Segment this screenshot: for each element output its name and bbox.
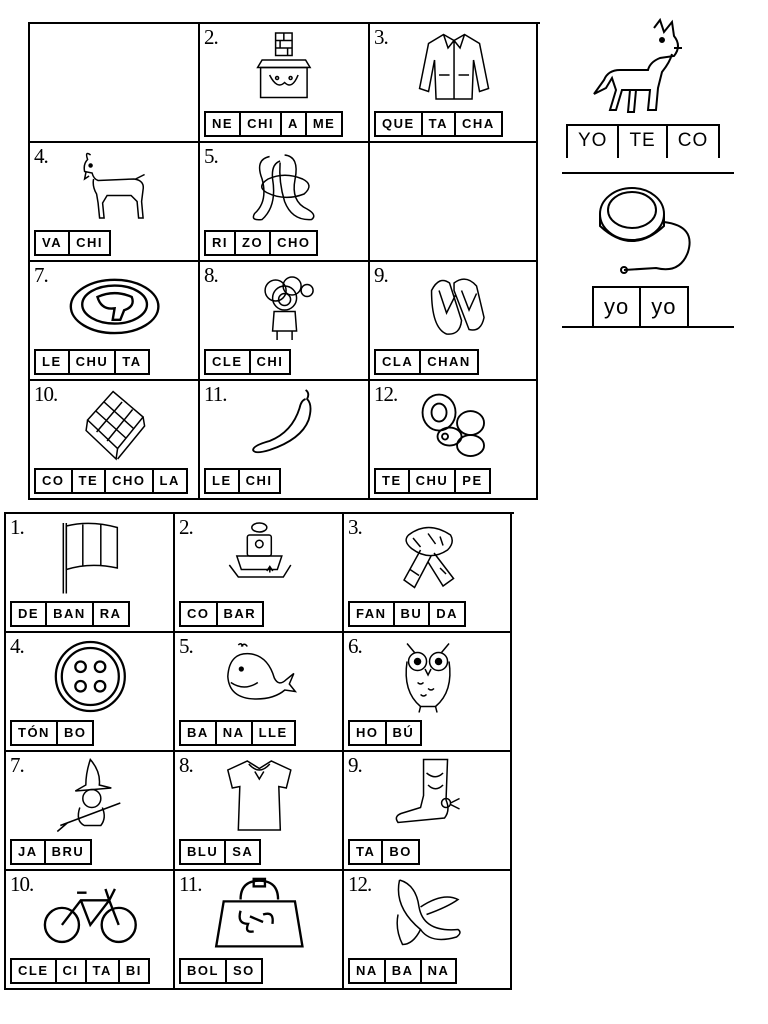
syllable-tile[interactable]: BA: [179, 720, 217, 746]
worksheet-cell: [344, 514, 512, 633]
syllable-tile[interactable]: CHU: [68, 349, 117, 375]
item-number: 2.: [204, 25, 218, 49]
item-number: 6.: [348, 634, 362, 658]
item-number: 11.: [204, 382, 227, 406]
item-number: 10.: [34, 382, 58, 406]
top-worksheet-grid: [28, 22, 540, 500]
syllable-tile[interactable]: TÓN: [10, 720, 58, 746]
syllable-tiles: [204, 111, 343, 137]
scarf-icon: [381, 520, 475, 595]
item-number: 2.: [179, 515, 193, 539]
item-number: 9.: [348, 753, 362, 777]
chimney-icon: [237, 30, 332, 105]
item-number: 3.: [374, 25, 388, 49]
syllable-tile[interactable]: BO: [381, 839, 420, 865]
syllable-tiles: [179, 839, 261, 865]
syllable-tile[interactable]: LE: [34, 349, 70, 375]
worksheet-cell: [344, 871, 512, 990]
syllable-tiles: [10, 720, 94, 746]
syllable-tiles: [10, 839, 92, 865]
coyote-baseline: [562, 172, 734, 174]
girl-bubblegum-icon: [237, 268, 332, 343]
syllable-tiles: [204, 349, 291, 375]
syllable-tile[interactable]: CHO: [104, 468, 153, 494]
worksheet-cell: [175, 871, 344, 990]
syllable-tiles: [34, 230, 111, 256]
syllable-tile[interactable]: CO: [179, 601, 218, 627]
yoyo-syllable-tiles: [592, 286, 689, 328]
syllable-tile[interactable]: CHI: [239, 111, 282, 137]
item-number: 7.: [34, 263, 48, 287]
syllable-tile[interactable]: TE: [617, 124, 667, 158]
syllable-tiles: [348, 601, 466, 627]
worksheet-cell: [344, 752, 512, 871]
item-number: 8.: [204, 263, 218, 287]
syllable-tile[interactable]: HO: [348, 720, 387, 746]
worksheet-cell: [6, 514, 175, 633]
coyote-icon: [590, 18, 710, 118]
chocolate-bar-icon: [67, 387, 162, 462]
syllable-tile[interactable]: ME: [305, 111, 344, 137]
worksheet-cell: [30, 381, 200, 500]
worksheet-cell: [200, 262, 370, 381]
goat-icon: [67, 149, 162, 224]
syllable-tile[interactable]: CO: [34, 468, 73, 494]
syllable-tile[interactable]: TA: [348, 839, 383, 865]
syllable-tile[interactable]: LLE: [251, 720, 296, 746]
syllable-tile[interactable]: yo: [639, 286, 688, 328]
chili-pepper-icon: [237, 387, 332, 462]
syllable-tile[interactable]: CHO: [269, 230, 318, 256]
worksheet-cell: [30, 143, 200, 262]
syllable-tile[interactable]: BU: [393, 601, 431, 627]
worksheet-cell: [370, 143, 538, 262]
worksheet-cell: [200, 143, 370, 262]
syllable-tile[interactable]: SO: [225, 958, 263, 984]
syllable-tile[interactable]: NA: [420, 958, 458, 984]
worksheet-cell: [370, 381, 538, 500]
syllable-tile[interactable]: CLE: [204, 349, 251, 375]
syllable-tiles: [348, 839, 420, 865]
syllable-tile[interactable]: JA: [10, 839, 46, 865]
syllable-tile[interactable]: CHA: [454, 111, 503, 137]
syllable-tile[interactable]: CHU: [408, 468, 457, 494]
syllable-tile[interactable]: TE: [71, 468, 107, 494]
syllable-tiles: [179, 958, 263, 984]
syllable-tile[interactable]: SA: [224, 839, 261, 865]
syllable-tile[interactable]: BLU: [179, 839, 226, 865]
worksheet-cell: [370, 24, 538, 143]
syllable-tile[interactable]: TE: [374, 468, 410, 494]
pacifier-icon: [407, 387, 501, 462]
syllable-tile[interactable]: VA: [34, 230, 70, 256]
owl-icon: [381, 639, 475, 714]
item-number: 10.: [10, 872, 34, 896]
steak-icon: [67, 268, 162, 343]
syllable-tile[interactable]: DA: [428, 601, 466, 627]
whale-icon: [212, 639, 307, 714]
syllable-tile[interactable]: CLA: [374, 349, 421, 375]
syllable-tile[interactable]: NA: [348, 958, 386, 984]
syllable-tiles: [348, 720, 422, 746]
worksheet-cell: [344, 633, 512, 752]
boot-icon: [381, 758, 475, 833]
jacket-icon: [407, 30, 501, 105]
worksheet-cell: [30, 24, 200, 143]
bottom-worksheet-grid: [4, 512, 514, 990]
item-number: 3.: [348, 515, 362, 539]
syllable-tile[interactable]: RA: [92, 601, 130, 627]
syllable-tiles: [34, 349, 150, 375]
worksheet-cell: [175, 752, 344, 871]
syllable-tile[interactable]: CLE: [10, 958, 57, 984]
syllable-tiles: [10, 958, 150, 984]
syllable-tiles: [374, 468, 491, 494]
yoyo-baseline: [562, 326, 734, 328]
worksheet-cell: [6, 871, 175, 990]
item-number: 5.: [204, 144, 218, 168]
boat-icon: [212, 520, 307, 595]
item-number: 5.: [179, 634, 193, 658]
syllable-tile[interactable]: NE: [204, 111, 241, 137]
syllable-tile[interactable]: DE: [10, 601, 47, 627]
syllable-tile[interactable]: RI: [204, 230, 236, 256]
item-number: 1.: [10, 515, 24, 539]
worksheet-cell: [30, 262, 200, 381]
item-number: 4.: [10, 634, 24, 658]
syllable-tile[interactable]: CHI: [249, 349, 292, 375]
blouse-icon: [212, 758, 307, 833]
item-number: 9.: [374, 263, 388, 287]
syllable-tile[interactable]: CHAN: [419, 349, 479, 375]
yoyo-icon: [596, 182, 706, 282]
syllable-tile[interactable]: BAR: [216, 601, 265, 627]
syllable-tile[interactable]: PE: [454, 468, 490, 494]
syllable-tile[interactable]: CHI: [238, 468, 281, 494]
syllable-tiles: [374, 111, 503, 137]
witch-icon: [43, 758, 138, 833]
item-number: 4.: [34, 144, 48, 168]
coyote-syllable-tiles: [566, 124, 720, 158]
syllable-tile[interactable]: CHI: [68, 230, 111, 256]
syllable-tile[interactable]: yo: [592, 286, 641, 328]
button-icon: [43, 639, 138, 714]
syllable-tile[interactable]: NA: [215, 720, 253, 746]
syllable-tiles: [179, 720, 296, 746]
syllable-tile[interactable]: TA: [421, 111, 456, 137]
syllable-tile[interactable]: LE: [204, 468, 240, 494]
syllable-tiles: [179, 601, 264, 627]
syllable-tiles: [374, 349, 479, 375]
syllable-tile[interactable]: LA: [152, 468, 188, 494]
syllable-tile[interactable]: FAN: [348, 601, 395, 627]
syllable-tile[interactable]: QUE: [374, 111, 423, 137]
syllable-tile[interactable]: BRU: [44, 839, 93, 865]
syllable-tile[interactable]: BOL: [179, 958, 227, 984]
sandals-icon: [407, 268, 501, 343]
worksheet-cell: [6, 752, 175, 871]
item-number: 11.: [179, 872, 202, 896]
syllable-tile[interactable]: BA: [384, 958, 422, 984]
worksheet-cell: [175, 514, 344, 633]
syllable-tiles: [34, 468, 188, 494]
syllable-tile[interactable]: BÚ: [385, 720, 423, 746]
syllable-tile[interactable]: CI: [55, 958, 87, 984]
item-number: 12.: [348, 872, 372, 896]
item-number: 7.: [10, 753, 24, 777]
syllable-tile[interactable]: ZO: [234, 230, 271, 256]
syllable-tile[interactable]: BI: [118, 958, 150, 984]
syllable-tile[interactable]: BAN: [45, 601, 94, 627]
syllable-tile[interactable]: TA: [85, 958, 120, 984]
worksheet-cell: [6, 633, 175, 752]
worksheet-cell: [370, 262, 538, 381]
syllable-tile[interactable]: YO: [566, 124, 619, 158]
syllable-tile[interactable]: TA: [114, 349, 149, 375]
item-number: 8.: [179, 753, 193, 777]
syllable-tiles: [348, 958, 457, 984]
sausage-icon: [237, 149, 332, 224]
item-number: 12.: [374, 382, 398, 406]
purse-icon: [212, 877, 307, 952]
worksheet-cell: [200, 24, 370, 143]
worksheet-cell: [200, 381, 370, 500]
syllable-tile[interactable]: BO: [56, 720, 95, 746]
syllable-tiles: [204, 230, 318, 256]
banana-icon: [381, 877, 475, 952]
bicycle-icon: [43, 877, 138, 952]
syllable-tile[interactable]: A: [280, 111, 307, 137]
syllable-tile[interactable]: CO: [666, 124, 721, 158]
worksheet-cell: [175, 633, 344, 752]
flag-icon: [43, 520, 138, 595]
syllable-tiles: [10, 601, 130, 627]
syllable-tiles: [204, 468, 281, 494]
